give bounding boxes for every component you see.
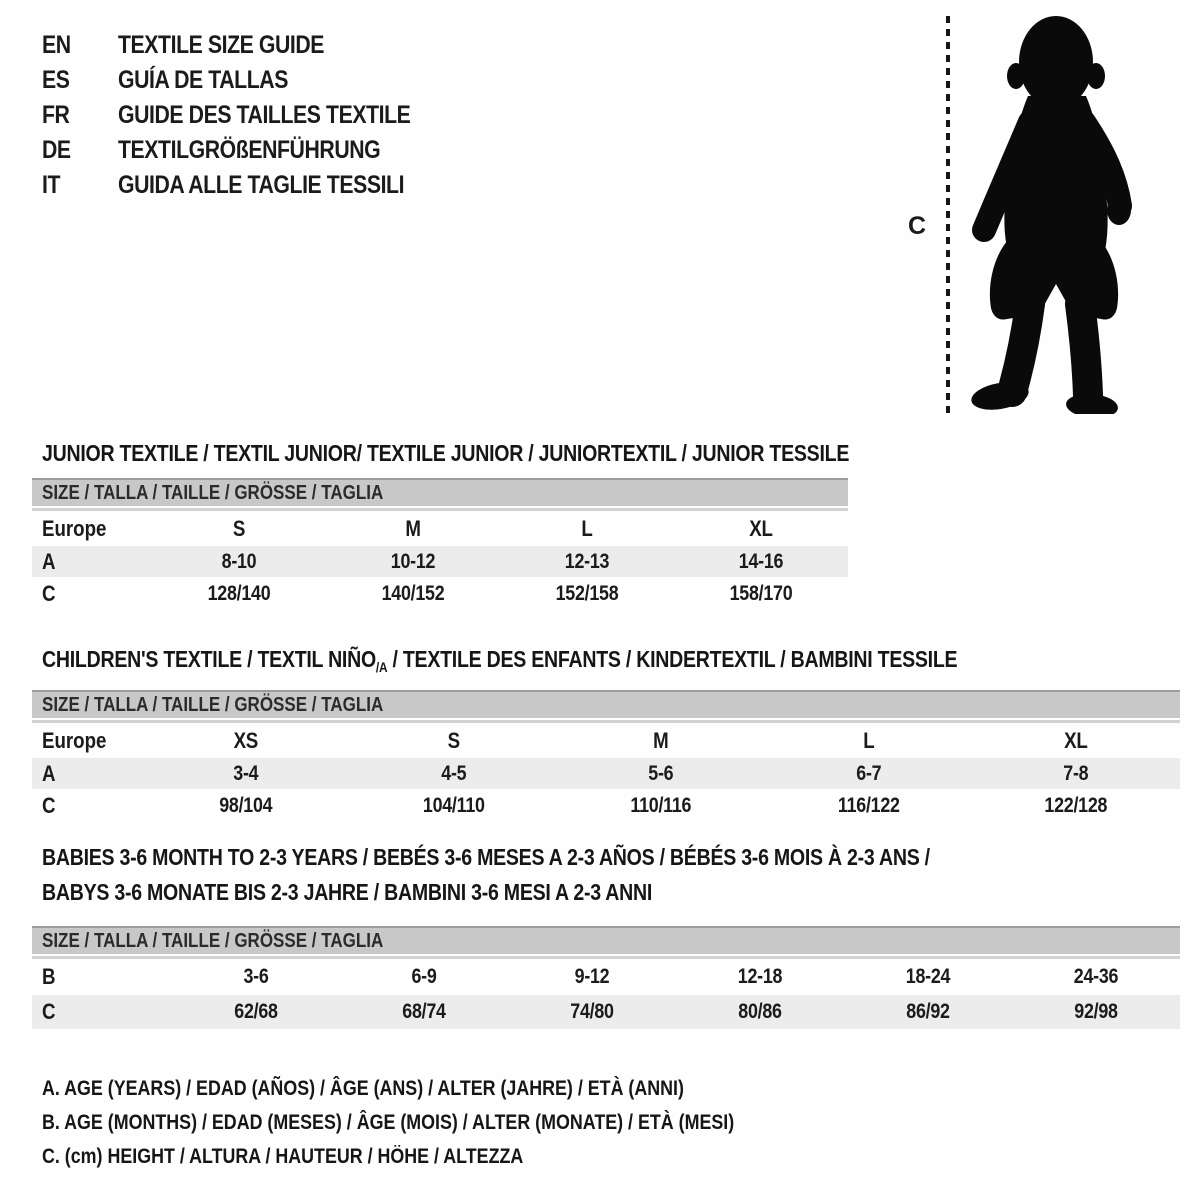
size-cell: [765, 762, 973, 786]
language-code: FR: [42, 101, 70, 129]
size-cell-text: 24-36: [1073, 965, 1119, 988]
row-label: [32, 581, 152, 607]
size-header-label: SIZE / TALLA / TAILLE / GRÖSSE / TAGLIA: [42, 930, 384, 952]
size-cell-text: S: [447, 727, 460, 753]
size-cell: [972, 762, 1180, 786]
size-header-label: SIZE / TALLA / TAILLE / GRÖSSE / TAGLIA: [42, 482, 384, 504]
size-cell: [844, 965, 1012, 989]
size-cell-text: 10-12: [390, 549, 436, 573]
size-cell: [326, 550, 500, 574]
size-cell-text: 5-6: [648, 761, 674, 785]
size-table-children: [32, 690, 1180, 823]
legend-line: [42, 1106, 856, 1140]
size-cell: [1012, 1000, 1180, 1024]
size-cell-text: 128/140: [207, 582, 271, 605]
size-cell-text: XL: [1064, 727, 1088, 753]
row-label: [32, 761, 142, 787]
size-cell: [350, 728, 558, 754]
size-cell: [142, 794, 350, 818]
size-cell-text: 152/158: [555, 582, 619, 605]
size-cell-text: 62/68: [234, 1000, 278, 1023]
size-cell-text: 116/122: [837, 794, 900, 817]
size-cell-text: 80/86: [738, 1000, 782, 1023]
size-cell: [340, 1000, 508, 1024]
size-cell: [350, 762, 558, 786]
toddler-silhouette-image: [966, 12, 1138, 414]
legend-line-text: B. AGE (MONTHS) / EDAD (MESES) / ÂGE (MOIS) / ALTER (MONATE) / ETÀ (MESI): [42, 1111, 735, 1134]
size-table-junior: [32, 478, 848, 611]
size-cell: [674, 550, 848, 574]
size-cell-text: 104/110: [422, 794, 485, 817]
legend-line-text: C. (cm) HEIGHT / ALTURA / HAUTEUR / HÖHE / ALTEZZA: [42, 1145, 524, 1168]
size-cell: [765, 728, 973, 754]
language-title-block: [42, 28, 462, 203]
language-code: ES: [42, 66, 70, 94]
language-code: DE: [42, 136, 71, 164]
language-row: [42, 63, 462, 98]
row-label: [32, 964, 172, 990]
size-cell: [557, 728, 765, 754]
table-row: [32, 511, 848, 546]
size-cell: [142, 762, 350, 786]
size-cell-text: XL: [749, 515, 773, 541]
size-cell: [557, 762, 765, 786]
language-label: TEXTILGRÖßENFÜHRUNG: [118, 136, 381, 164]
row-label: [32, 999, 172, 1025]
size-cell: [326, 582, 500, 606]
language-row: [42, 28, 462, 63]
height-measure-label: C: [908, 212, 927, 240]
size-table-babies: [32, 926, 1180, 1029]
size-cell: [152, 550, 326, 574]
size-cell: [142, 728, 350, 754]
size-cell: [674, 516, 848, 542]
size-cell: [765, 794, 973, 818]
size-cell-text: 12-18: [737, 965, 783, 988]
section-title-text: BABIES 3-6 MONTH TO 2-3 YEARS / BEBÉS 3-6 MESES A 2-3 AÑOS / BÉBÉS 3-6 MOIS À 2-3 ANS /: [42, 844, 930, 870]
size-cell: [172, 965, 340, 989]
table-row: [32, 577, 848, 611]
language-code: EN: [42, 31, 71, 59]
size-cell: [326, 516, 500, 542]
size-cell-text: M: [653, 727, 669, 753]
section-title-line: [42, 840, 930, 875]
section-title-line: [42, 436, 849, 471]
legend-line: [42, 1072, 856, 1106]
section-title-children: [42, 642, 1119, 677]
language-label: GUÍA DE TALLAS: [118, 66, 288, 94]
row-label: [32, 549, 152, 575]
size-header-bar: [32, 926, 1180, 956]
size-cell: [1012, 965, 1180, 989]
row-label-text: A: [42, 548, 56, 574]
section-title-text: BABYS 3-6 MONATE BIS 2-3 JAHRE / BAMBINI 3-6 MESI A 2-3 ANNI: [42, 879, 653, 905]
size-cell: [500, 550, 674, 574]
language-code: IT: [42, 171, 61, 199]
size-cell-text: L: [581, 515, 593, 541]
size-cell: [674, 582, 848, 606]
size-cell: [152, 516, 326, 542]
section-title-line: [42, 642, 957, 677]
legend-line: [42, 1140, 856, 1174]
language-row: [42, 168, 462, 203]
size-cell-text: 6-9: [411, 965, 437, 988]
size-cell-text: 110/116: [630, 794, 692, 817]
size-cell-text: 86/92: [906, 1000, 950, 1023]
size-cell: [508, 1000, 676, 1024]
measure-legend: [42, 1072, 856, 1174]
row-label: [32, 728, 142, 754]
size-cell-text: L: [862, 727, 875, 753]
size-cell-text: 6-7: [856, 761, 882, 785]
size-cell-text: 3-4: [233, 761, 259, 785]
size-cell-text: 122/128: [1044, 794, 1108, 817]
section-title-text: CHILDREN'S TEXTILE / TEXTIL NIÑO: [42, 646, 376, 672]
size-cell-text: 18-24: [905, 965, 951, 988]
size-cell: [500, 582, 674, 606]
size-cell-text: 9-12: [574, 965, 610, 988]
size-cell: [340, 965, 508, 989]
size-cell: [557, 794, 765, 818]
size-cell-text: 158/170: [729, 582, 793, 605]
size-cell: [500, 516, 674, 542]
section-title-text: JUNIOR TEXTILE / TEXTIL JUNIOR/ TEXTILE JUNIOR / JUNIORTEXTIL / JUNIOR TESSILE: [42, 440, 850, 466]
size-cell: [152, 582, 326, 606]
language-label: GUIDE DES TAILLES TEXTILE: [118, 101, 411, 129]
size-cell-text: 8-10: [221, 549, 257, 573]
size-header-bar: [32, 690, 1180, 720]
table-row: [32, 789, 1180, 823]
table-row: [32, 959, 1180, 995]
size-cell-text: S: [232, 515, 246, 541]
row-label-text: Europe: [42, 515, 107, 541]
table-row: [32, 758, 1180, 789]
section-title-text: /A: [375, 659, 388, 675]
size-cell-text: 68/74: [402, 1000, 446, 1023]
language-label: TEXTILE SIZE GUIDE: [118, 31, 325, 59]
table-row: [32, 546, 848, 577]
size-cell-text: 74/80: [570, 1000, 614, 1023]
size-cell: [676, 1000, 844, 1024]
size-cell-text: 92/98: [1074, 1000, 1118, 1023]
language-row: [42, 98, 462, 133]
row-label-text: A: [42, 760, 56, 786]
row-label-text: Europe: [42, 727, 107, 753]
section-title-junior: [42, 436, 992, 471]
size-cell: [972, 794, 1180, 818]
size-cell-text: 3-6: [243, 965, 269, 988]
size-cell-text: XS: [233, 727, 259, 753]
row-label-text: C: [42, 999, 56, 1024]
language-row: [42, 133, 462, 168]
size-cell: [350, 794, 558, 818]
size-cell-text: 4-5: [440, 761, 466, 785]
row-label-text: C: [42, 793, 56, 818]
size-header-bar: [32, 478, 848, 508]
row-label-text: B: [42, 964, 56, 989]
row-label-text: C: [42, 581, 56, 606]
section-title-text: / TEXTILE DES ENFANTS / KINDERTEXTIL / BAMBINI TESSILE: [387, 646, 958, 672]
size-cell-text: M: [405, 515, 421, 541]
section-title-line: [42, 875, 652, 910]
table-row: [32, 723, 1180, 758]
size-cell: [508, 965, 676, 989]
row-label: [32, 516, 152, 542]
size-cell-text: 7-8: [1063, 761, 1089, 785]
size-cell: [844, 1000, 1012, 1024]
row-label: [32, 793, 142, 819]
table-row: [32, 995, 1180, 1029]
language-label: GUIDA ALLE TAGLIE TESSILI: [118, 171, 405, 199]
size-cell: [972, 728, 1180, 754]
size-cell-text: 12-13: [564, 549, 610, 573]
height-dashed-line: [946, 16, 950, 416]
size-header-label: SIZE / TALLA / TAILLE / GRÖSSE / TAGLIA: [42, 694, 384, 716]
legend-line-text: A. AGE (YEARS) / EDAD (AÑOS) / ÂGE (ANS) / ALTER (JAHRE) / ETÀ (ANNI): [42, 1077, 684, 1100]
size-cell-text: 14-16: [738, 549, 784, 573]
size-cell-text: 98/104: [219, 794, 273, 817]
size-cell: [676, 965, 844, 989]
size-cell: [172, 1000, 340, 1024]
size-cell-text: 140/152: [381, 582, 445, 605]
section-title-babies: [42, 840, 1200, 910]
